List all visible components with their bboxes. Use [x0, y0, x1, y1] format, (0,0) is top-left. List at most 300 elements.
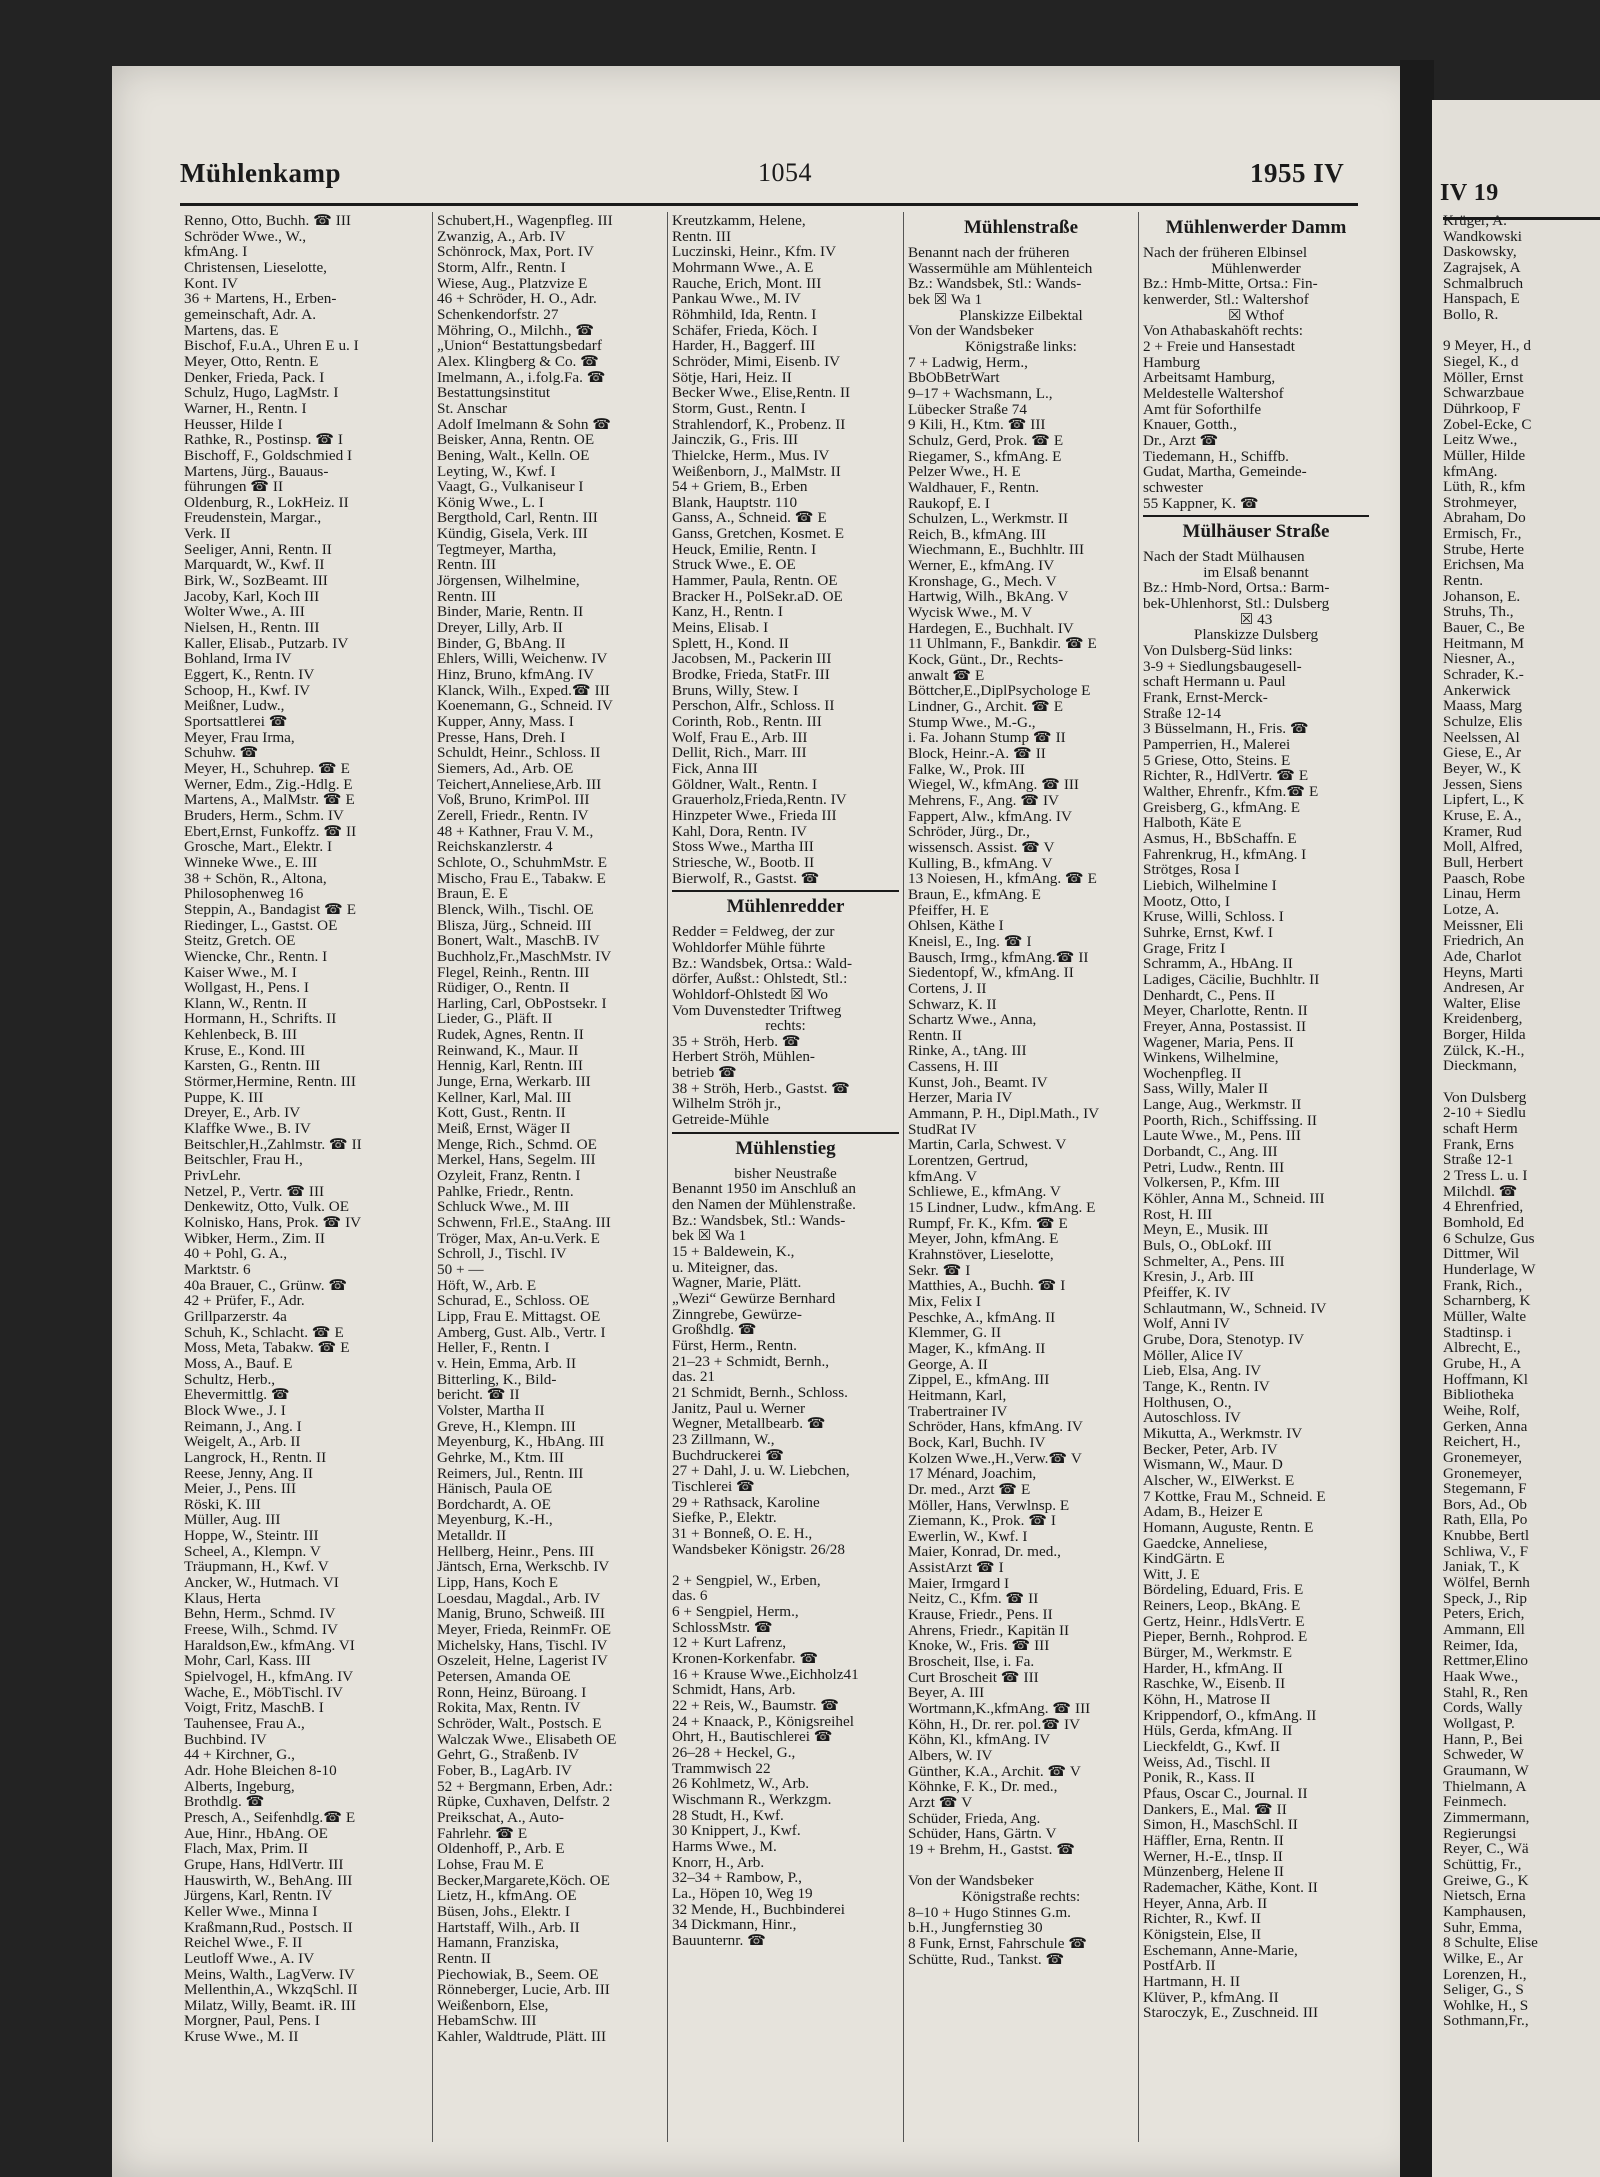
directory-entry: Riedinger, L., Gastst. OE: [184, 917, 338, 934]
directory-entry: Reimers, Jul., Rentn. III: [437, 1465, 584, 1482]
directory-entry: 40 + Pohl, G. A.,: [184, 1246, 288, 1262]
directory-entry: Schütte, Rud., Tankst. ☎: [908, 1951, 1065, 1968]
directory-entry: Klaffke Wwe., B. IV: [184, 1121, 311, 1137]
directory-entry: Bz.: Hmb-Nord, Ortsa.: Barm-: [1143, 580, 1330, 597]
street-heading: Mühlenredder: [672, 890, 899, 920]
directory-entry: Benannt nach der früheren: [908, 245, 1070, 261]
directory-entry: anwalt ☎ E: [908, 667, 985, 684]
directory-entry: Luczinski, Heinr., Kfm. IV: [672, 244, 837, 260]
directory-entry: Ancker, W., Hutmach. VI: [184, 1575, 339, 1591]
directory-entry: Oszeleit, Helne, Lagerist IV: [437, 1653, 608, 1670]
directory-entry: Harder, H., kfmAng. II: [1143, 1660, 1283, 1677]
page-header-street: Mühlenkamp: [180, 158, 342, 188]
directory-entry: Neelssen, Al: [1443, 729, 1520, 746]
directory-entry: 3 Büsselmann, H., Fris. ☎: [1143, 721, 1309, 738]
directory-entry: Frank, Ernst-Merck-: [1143, 690, 1268, 706]
directory-entry: Marquardt, W., Kwf. II: [184, 557, 325, 574]
directory-entry: Kehlenbeck, B. III: [184, 1027, 298, 1043]
directory-entry: Röski, K. III: [184, 1496, 261, 1513]
directory-entry: Presch, A., Seifenhdlg.☎ E: [184, 1809, 356, 1826]
directory-entry: Dr., Arzt ☎: [1143, 432, 1219, 449]
directory-entry: Johanson, E.: [1443, 588, 1521, 605]
directory-entry: KindGärtn. E: [1143, 1551, 1225, 1567]
directory-entry: Heitmann, M: [1443, 635, 1524, 652]
directory-entry: Andresen, Ar: [1443, 980, 1524, 996]
directory-entry: Bibliotheka: [1443, 1387, 1514, 1403]
directory-entry: Bock, Karl, Buchh. IV: [908, 1434, 1046, 1451]
directory-entry: Bening, Walt., Kelln. OE: [437, 447, 590, 464]
directory-entry: Fappert, Alw., kfmAng. IV: [908, 808, 1072, 825]
directory-entry: Lüth, R., kfm: [1443, 479, 1526, 495]
directory-entry: Ponik, R., Kass. II: [1143, 1770, 1255, 1786]
directory-entry: 9–17 + Wachsmann, L.,: [908, 385, 1053, 402]
directory-entry: Tauhensee, Frau A.,: [184, 1716, 305, 1732]
directory-entry: Gronemeyer,: [1443, 1449, 1523, 1466]
directory-entry: Lübecker Straße 74: [908, 401, 1027, 418]
directory-entry: Dr. med., Arzt ☎ E: [908, 1481, 1031, 1498]
directory-entry: Sportsattlerei ☎: [184, 714, 288, 730]
directory-entry: Klanck, Wilh., Exped.☎ III: [437, 682, 610, 699]
directory-entry: Harms Wwe., M.: [672, 1838, 777, 1855]
directory-entry: Loesdau, Magdal., Arb. IV: [437, 1590, 601, 1607]
directory-entry: Meyenburg, K.-H.,: [437, 1512, 553, 1529]
directory-entry: Beitschler,H.,Zahlmstr. ☎ II: [184, 1136, 362, 1153]
directory-entry: Bürger, M., Werkmstr. E: [1143, 1645, 1293, 1661]
directory-entry: Struhs, Th.,: [1443, 604, 1514, 621]
directory-entry: Wolf, Frau E., Arb. III: [672, 729, 808, 746]
directory-entry: Wiegel, W., kfmAng. ☎ III: [908, 777, 1079, 793]
directory-entry: Schröder, Mimi, Eisenb. IV: [672, 353, 841, 370]
directory-entry: Jainczik, G., Fris. III: [672, 432, 799, 448]
directory-entry: Schulzen, L., Werkmstr. II: [908, 511, 1069, 527]
directory-entry: Blenck, Wilh., Tischl. OE: [437, 901, 594, 918]
directory-entry: Rath, Ella, Po: [1443, 1512, 1528, 1529]
directory-entry: Meiß, Ernst, Wäger II: [437, 1121, 571, 1137]
directory-entry: Kaller, Elisab., Putzarb. IV: [184, 635, 349, 652]
directory-entry: Kupper, Anny, Mass. I: [437, 714, 574, 730]
directory-entry: Rumpf, Fr. K., Kfm. ☎ E: [908, 1215, 1068, 1232]
directory-entry: Dankers, E., Mal. ☎ II: [1143, 1801, 1287, 1818]
directory-entry: 26 Kohlmetz, W., Arb.: [672, 1776, 810, 1792]
directory-entry: Piechowiak, B., Seem. OE: [437, 1966, 599, 1983]
directory-entry: Feinmech.: [1443, 1794, 1507, 1810]
directory-entry: Kanz, H., Rentn. I: [672, 604, 783, 621]
directory-entry: Simon, H., MaschSchl. II: [1143, 1817, 1298, 1833]
directory-entry: Wohlke, H., S: [1443, 1997, 1529, 2014]
directory-entry: Schüttig, Fr.,: [1443, 1856, 1522, 1873]
directory-entry: 7 Kottke, Frau M., Schneid. E: [1143, 1488, 1326, 1505]
directory-entry: Straße 12-14: [1143, 705, 1222, 722]
directory-entry: Jäntsch, Erna, Werkschb. IV: [437, 1559, 610, 1576]
directory-entry: Hanspach, E: [1443, 291, 1520, 307]
directory-entry: Nietsch, Erna: [1443, 1888, 1526, 1904]
directory-entry: Schröder, Walt., Postsch. E: [437, 1716, 602, 1732]
directory-entry: Merkel, Hans, Segelm. III: [437, 1152, 596, 1169]
directory-entry: Hinz, Bruno, kfmAng. IV: [437, 667, 594, 683]
directory-entry: Winkens, Wilhelmine,: [1143, 1050, 1279, 1066]
directory-entry: Ermisch, Fr.,: [1443, 526, 1522, 542]
directory-entry: Wollgast, H., Pens. I: [184, 980, 309, 996]
directory-entry: Buchholz,Fr.,MaschMstr. IV: [437, 948, 612, 965]
directory-entry: Liebich, Wilhelmine I: [1143, 877, 1277, 894]
directory-entry: Amt für Soforthilfe: [1143, 401, 1262, 418]
directory-entry: Harling, Carl, ObPostsekr. I: [437, 995, 607, 1012]
directory-entry: Imelmann, A., i.folg.Fa. ☎: [437, 369, 606, 386]
directory-entry: Bierwolf, R., Gastst. ☎: [672, 870, 820, 887]
directory-entry: Ehlers, Willi, Weichenw. IV: [437, 651, 608, 668]
directory-entry: 44 + Kirchner, G.,: [184, 1747, 295, 1763]
directory-entry: Ganss, Gretchen, Kosmet. E: [672, 526, 845, 542]
street-note: ☒ 43: [1239, 611, 1273, 628]
directory-entry: Schulze, Elis: [1443, 714, 1523, 730]
directory-entry: Warner, H., Rentn. I: [184, 400, 307, 417]
directory-entry: Jürgens, Karl, Rentn. IV: [184, 1888, 333, 1904]
directory-entry: Mootz, Otto, I: [1143, 893, 1230, 910]
directory-entry: bek ☒ Wa 1: [672, 1228, 747, 1245]
directory-entry: Königstein, Else, II: [1143, 1926, 1262, 1943]
directory-entry: Steppin, A., Bandagist ☎ E: [184, 901, 357, 918]
directory-entry: Adr. Hohe Bleichen 8-10: [184, 1762, 337, 1779]
directory-entry: Leyting, W., Kwf. I: [437, 463, 556, 480]
directory-column-3: [672, 213, 899, 2148]
directory-entry: Preikschat, A., Auto-: [437, 1809, 564, 1826]
directory-entry: Giese, E., Ar: [1443, 745, 1522, 761]
directory-entry: Schönrock, Max, Port. IV: [437, 244, 594, 260]
directory-entry: Ammann, P. H., Dipl.Math., IV: [908, 1106, 1100, 1122]
directory-entry: Rentn. II: [908, 1027, 962, 1044]
directory-entry: Schliewe, E., kfmAng. V: [908, 1184, 1061, 1201]
directory-entry: 3-9 + Siedlungsbaugesell-: [1143, 658, 1302, 675]
directory-column-4: [908, 213, 1134, 2148]
directory-entry: Köhn, H., Matrose II: [1143, 1692, 1271, 1708]
directory-entry: 11 Uhlmann, F., Bankdir. ☎ E: [908, 636, 1097, 653]
directory-entry: Nach der früheren Elbinsel: [1143, 245, 1308, 261]
directory-entry: Kellner, Karl, Mal. III: [437, 1089, 572, 1106]
directory-entry: Arzt ☎ V: [908, 1794, 973, 1811]
directory-entry: Zülck, K.-H.,: [1443, 1042, 1525, 1059]
directory-entry: Hinzpeter Wwe., Frieda III: [672, 807, 837, 824]
directory-entry: Lieckfeldt, G., Kwf. II: [1143, 1739, 1281, 1755]
directory-entry: Moss, Meta, Tabakw. ☎ E: [184, 1340, 350, 1356]
directory-entry: Richter, R., Kwf. II: [1143, 1911, 1261, 1927]
directory-entry: Spielvogel, H., kfmAng. IV: [184, 1669, 354, 1685]
directory-entry: wissensch. Assist. ☎ V: [908, 839, 1055, 856]
directory-entry: Philosophenweg 16: [184, 886, 304, 902]
directory-entry: Verk. II: [184, 526, 231, 542]
directory-entry: Teichert,Anneliese,Arb. III: [437, 776, 602, 793]
directory-entry: Ronn, Heinz, Büroang. I: [437, 1684, 587, 1701]
directory-entry: Bors, Ad., Ob: [1443, 1496, 1527, 1513]
directory-entry: Kunst, Joh., Beamt. IV: [908, 1074, 1048, 1091]
directory-entry: Schröder Wwe., W.,: [184, 228, 307, 245]
directory-entry: Von der Wandsbeker: [908, 323, 1034, 339]
directory-entry: Träupmann, H., Kwf. V: [184, 1559, 329, 1576]
directory-entry: Schlautmann, W., Schneid. IV: [1143, 1300, 1327, 1317]
directory-entry: Amberg, Gust. Alb., Vertr. I: [437, 1324, 606, 1341]
directory-entry: Flach, Max, Prim. II: [184, 1841, 309, 1857]
directory-entry: Pfaus, Oscar C., Journal. II: [1143, 1786, 1308, 1802]
directory-entry: König Wwe., L. I: [437, 494, 544, 511]
directory-entry: Voß, Bruno, KrimPol. III: [437, 792, 590, 808]
directory-entry: Striesche, W., Bootb. II: [672, 854, 815, 871]
directory-entry: Meyn, E., Musik. III: [1143, 1222, 1269, 1239]
directory-entry: Brothdlg. ☎: [184, 1794, 265, 1810]
directory-entry: Wagener, Maria, Pens. II: [1143, 1034, 1294, 1051]
directory-entry: Menge, Rich., Schmd. OE: [437, 1136, 597, 1153]
directory-entry: Ade, Charlot: [1443, 948, 1522, 965]
directory-entry: Wilke, E., Ar: [1443, 1950, 1523, 1967]
directory-entry: kenwerder, Stl.: Waltershof: [1143, 291, 1309, 308]
directory-entry: Bohland, Irma IV: [184, 651, 292, 668]
directory-entry: Langrock, H., Rentn. II: [184, 1449, 327, 1466]
directory-entry: Lotze, A.: [1443, 901, 1500, 918]
directory-entry: Hänisch, Paula OE: [437, 1481, 553, 1497]
directory-entry: Kott, Gust., Rentn. II: [437, 1105, 566, 1122]
directory-entry: Klaus, Herta: [184, 1590, 261, 1607]
directory-entry: Riegamer, S., kfmAng. E: [908, 448, 1062, 465]
directory-entry: Koenemann, G., Schneid. IV: [437, 698, 613, 714]
street-note: Planskizze Eilbektal: [959, 307, 1083, 324]
directory-entry: Blisza, Jürg., Schneid. III: [437, 917, 592, 934]
directory-entry: Schröder, Jürg., Dr.,: [908, 824, 1030, 840]
directory-entry: Wandsbeker Königstr. 26/28: [672, 1541, 845, 1558]
directory-entry: [1443, 1074, 1593, 1090]
directory-entry: Meyer, John, kfmAng. E: [908, 1231, 1059, 1247]
directory-entry: Kreidenberg,: [1443, 1011, 1523, 1028]
directory-entry: Knoke, W., Fris. ☎ III: [908, 1638, 1050, 1655]
directory-entry: Stadtinsp. i: [1443, 1324, 1512, 1341]
directory-entry: Kolzen Wwe.,H.,Verw.☎ V: [908, 1450, 1082, 1467]
directory-entry: Greve, H., Klempn. III: [437, 1418, 576, 1435]
directory-entry: Von Dulsberg: [1443, 1089, 1527, 1106]
directory-entry: Pieper, Bernh., Rohprod. E: [1143, 1629, 1308, 1646]
directory-entry: Wegner, Metallbearb. ☎: [672, 1416, 826, 1432]
directory-entry: Becker, Peter, Arb. IV: [1143, 1441, 1278, 1458]
directory-entry: 26–28 + Heckel, G.,: [672, 1745, 796, 1761]
directory-entry: Knauer, Gotth.,: [1143, 417, 1237, 433]
directory-entry: Asmus, H., BbSchaffn. E: [1143, 830, 1297, 847]
directory-entry: Abraham, Do: [1443, 510, 1526, 527]
directory-entry: Arbeitsamt Hamburg,: [1143, 370, 1276, 386]
directory-entry: 40a Brauer, C., Grünw. ☎: [184, 1277, 348, 1294]
directory-entry: Lieder, G., Pläft. II: [437, 1011, 553, 1028]
directory-entry: Nach der Stadt Mülhausen: [1143, 549, 1305, 565]
directory-entry: Raschke, W., Eisenb. II: [1143, 1676, 1286, 1693]
directory-entry: Gaedcke, Anneliese,: [1143, 1535, 1268, 1552]
directory-entry: Seeliger, Anni, Rentn. II: [184, 541, 332, 558]
directory-column-5: [1143, 213, 1369, 2148]
directory-entry: Straße 12-1: [1443, 1152, 1514, 1169]
directory-entry: Wiechmann, E., Buchhltr. III: [908, 542, 1085, 559]
street-note: Planskizze Dulsberg: [1193, 627, 1319, 644]
directory-entry: Pfeiffer, H. E: [908, 902, 989, 919]
directory-entry: Herbert Ströh, Mühlen-: [672, 1049, 815, 1066]
directory-entry: Perschon, Alfr., Schloss. II: [672, 698, 835, 714]
directory-entry: Schäfer, Frieda, Köch. I: [672, 322, 818, 339]
directory-entry: Aue, Hinr., HbAng. OE: [184, 1825, 328, 1842]
directory-entry: Hamburg: [1143, 354, 1201, 371]
directory-entry: Benannt 1950 im Anschluß an: [672, 1181, 856, 1198]
directory-entry: Trabertrainer IV: [908, 1403, 1008, 1420]
directory-entry: Kraßmann,Rud., Postsch. II: [184, 1919, 353, 1936]
header-rule: [180, 203, 1358, 206]
directory-entry: Gronemeyer,: [1443, 1465, 1523, 1482]
directory-entry: Wischmann R., Werkzgm.: [672, 1792, 832, 1808]
directory-entry: Denhardt, C., Pens. II: [1143, 987, 1276, 1004]
directory-entry: Rokita, Max, Rentn. IV: [437, 1700, 581, 1716]
directory-entry: Dellit, Rich., Marr. III: [672, 745, 807, 761]
directory-entry: Kreutzkamm, Helene,: [672, 213, 806, 229]
street-heading: Mühlenwerder Damm: [1165, 217, 1347, 238]
directory-entry: Meldestelle Waltershof: [1143, 385, 1284, 402]
directory-entry: das. 21: [672, 1369, 716, 1385]
directory-entry: Nielsen, H., Rentn. III: [184, 620, 320, 636]
directory-entry: Niesner, A.,: [1443, 651, 1515, 668]
directory-entry: 22 + Reis, W., Baumstr. ☎: [672, 1698, 840, 1714]
directory-entry: Wibker, Herm., Zim. II: [184, 1230, 325, 1247]
directory-entry: Adolf Imelmann & Sohn ☎: [437, 416, 612, 433]
directory-entry: Flegel, Reinh., Rentn. III: [437, 964, 590, 981]
directory-entry: Curt Broscheit ☎ III: [908, 1669, 1039, 1686]
directory-entry: bek ☒ Wa 1: [908, 291, 983, 308]
directory-entry: Becker,Margarete,Köch. OE: [437, 1872, 610, 1889]
directory-entry: bek-Uhlenhorst, Stl.: Dulsberg: [1143, 596, 1330, 612]
directory-entry: Thielcke, Herm., Mus. IV: [672, 447, 830, 464]
directory-entry: Kramer, Rud: [1443, 823, 1522, 840]
directory-entry: Stahl, R., Ren: [1443, 1684, 1528, 1701]
directory-entry: BbObBetrWart: [908, 370, 1000, 386]
directory-entry: Buchdruckerei ☎: [672, 1447, 785, 1464]
directory-entry: Keller Wwe., Minna I: [184, 1903, 318, 1920]
directory-entry: Greiwe, G., K: [1443, 1872, 1529, 1889]
directory-entry: Strahlendorf, K., Probenz. II: [672, 416, 846, 433]
directory-entry: 2-10 + Siedlu: [1443, 1105, 1526, 1122]
directory-entry: Hunderlage, W: [1443, 1261, 1536, 1278]
directory-entry: Alberts, Ingeburg,: [184, 1778, 295, 1795]
directory-entry: Wache, E., MöbTischl. IV: [184, 1684, 343, 1701]
directory-entry: 15 + Baldewein, K.,: [672, 1244, 795, 1260]
directory-entry: Volster, Martha II: [437, 1402, 545, 1419]
directory-entry: 32–34 + Rambow, P.,: [672, 1870, 802, 1886]
next-page-column: [1443, 213, 1593, 2148]
directory-entry: Zippel, E., kfmAng. III: [908, 1372, 1050, 1388]
directory-entry: Schulz, Gerd, Prok. ☎ E: [908, 432, 1064, 449]
directory-entry: 46 + Schröder, H. O., Adr.: [437, 291, 597, 307]
directory-entry: Braun, E., kfmAng. E: [908, 886, 1041, 903]
directory-entry: Ozyleit, Franz, Rentn. I: [437, 1168, 581, 1184]
directory-entry: Schüder, Hans, Gärtn. V: [908, 1826, 1057, 1842]
directory-entry: Wohldorfer Mühle führte: [672, 939, 826, 956]
directory-entry: Schrader, K.-: [1443, 667, 1524, 683]
directory-entry: Pamperrien, H., Malerei: [1143, 737, 1291, 753]
directory-entry: Hartstaff, Wilh., Arb. II: [437, 1919, 580, 1936]
directory-entry: Ladiges, Cäcilie, Buchhltr. II: [1143, 971, 1320, 988]
directory-entry: Heller, F., Rentn. I: [437, 1340, 550, 1356]
directory-entry: Broscheit, Ilse, i. Fa.: [908, 1654, 1035, 1670]
directory-entry: Wollgast, P.: [1443, 1716, 1515, 1732]
directory-entry: 6 Schulze, Gus: [1443, 1230, 1535, 1247]
directory-entry: 8–10 + Hugo Stinnes G.m.: [908, 1904, 1071, 1921]
directory-entry: Moss, A., Bauf. E: [184, 1355, 293, 1372]
directory-entry: Lindner, G., Archit. ☎ E: [908, 699, 1063, 715]
directory-entry: Reiners, Leop., BkAng. E: [1143, 1598, 1301, 1614]
directory-entry: Junge, Erna, Werkarb. III: [437, 1074, 591, 1090]
directory-entry: Bz.: Wandsbek, Stl.: Wands-: [672, 1212, 846, 1229]
directory-entry: 38 + Schön, R., Altona,: [184, 870, 327, 887]
directory-entry: St. Anschar: [437, 400, 508, 417]
directory-entry: Behn, Herm., Schmd. IV: [184, 1606, 336, 1623]
directory-entry: Bracker H., PolSekr.aD. OE: [672, 588, 843, 605]
directory-entry: Weißenborn, J., MalMstr. II: [672, 463, 841, 480]
directory-entry: Kruse, E. A.,: [1443, 807, 1522, 824]
directory-entry: Dorbandt, C., Ang. III: [1143, 1144, 1278, 1160]
directory-entry: schwester: [1143, 479, 1203, 496]
directory-entry: Reimer, Ida,: [1443, 1637, 1518, 1654]
directory-entry: Schramm, A., HbAng. II: [1143, 956, 1293, 972]
directory-entry: Schwenn, Frl.E., StaAng. III: [437, 1215, 611, 1231]
directory-entry: Hormann, H., Schrifts. II: [184, 1011, 337, 1028]
book-gutter: [1400, 60, 1434, 2177]
directory-entry: Corinth, Rob., Rentn. III: [672, 714, 822, 730]
directory-entry: Martens, das. E: [184, 322, 279, 339]
directory-entry: 54 + Griem, B., Erben: [672, 479, 808, 495]
directory-entry: Meins, Elisab. I: [672, 620, 769, 636]
directory-entry: Regierungsi: [1443, 1825, 1517, 1842]
directory-entry: Kündig, Gisela, Verk. III: [437, 526, 588, 542]
directory-entry: Ammann, Ell: [1443, 1622, 1525, 1638]
directory-entry: Reinwand, K., Maur. II: [437, 1042, 579, 1059]
directory-entry: Daskowsky,: [1443, 244, 1517, 260]
directory-entry: Grage, Fritz I: [1143, 940, 1226, 957]
directory-entry: Rathke, R., Postinsp. ☎ I: [184, 432, 343, 448]
directory-entry: Ankerwick: [1443, 682, 1511, 699]
directory-entry: Von Dulsberg-Süd links:: [1143, 643, 1293, 659]
directory-entry: Mehrens, F., Ang. ☎ IV: [908, 792, 1060, 809]
directory-entry: Wandkowski: [1443, 228, 1522, 245]
directory-entry: Volkersen, P., Kfm. III: [1143, 1175, 1280, 1192]
directory-entry: 8 Schulte, Elise: [1443, 1935, 1538, 1951]
directory-entry: Zagrajsek, A: [1443, 259, 1521, 276]
directory-entry: Rauche, Erich, Mont. III: [672, 275, 822, 292]
directory-entry: Grube, Dora, Stenotyp. IV: [1143, 1331, 1305, 1348]
directory-entry: Meyer, Frieda, ReinmFr. OE: [437, 1622, 612, 1638]
directory-entry: kfmAng. V: [908, 1168, 977, 1185]
directory-entry: Martens, Jürg., Bauaus-: [184, 463, 329, 480]
directory-entry: gemeinschaft, Adr. A.: [184, 306, 317, 323]
directory-entry: Redder = Feldweg, der zur: [672, 924, 835, 940]
directory-entry: Frank, Rich.,: [1443, 1277, 1523, 1294]
directory-entry: das. 6: [672, 1588, 708, 1605]
directory-entry: Hellberg, Heinr., Pens. III: [437, 1543, 595, 1560]
directory-entry: den Namen der Mühlenstraße.: [672, 1197, 856, 1213]
directory-entry: 35 + Ströh, Herb. ☎: [672, 1033, 801, 1050]
street-note: Königstraße rechts:: [961, 1888, 1081, 1905]
directory-entry: 55 Kappner, K. ☎: [1143, 495, 1259, 512]
directory-entry: Puppe, K. III: [184, 1089, 264, 1106]
directory-entry: „Union“ Bestattungsbedarf: [437, 338, 602, 354]
directory-entry: Möller, Ernst: [1443, 369, 1524, 386]
directory-entry: Albers, W. IV: [908, 1748, 993, 1764]
directory-entry: Hardegen, E., Buchhalt. IV: [908, 620, 1074, 637]
directory-entry: Hartwig, Wilh., BkAng. V: [908, 589, 1069, 606]
directory-entry: Wiese, Aug., Platzvize E: [437, 275, 588, 292]
directory-entry: Schluck Wwe., M. III: [437, 1199, 570, 1215]
directory-entry: 50 + —: [437, 1261, 484, 1278]
directory-entry: Bördeling, Eduard, Fris. E: [1143, 1582, 1304, 1599]
directory-entry: 9 Meyer, H., d: [1443, 338, 1531, 354]
directory-entry: Vom Duvenstedter Triftweg: [672, 1002, 842, 1019]
directory-entry: Stegemann, F: [1443, 1481, 1527, 1497]
